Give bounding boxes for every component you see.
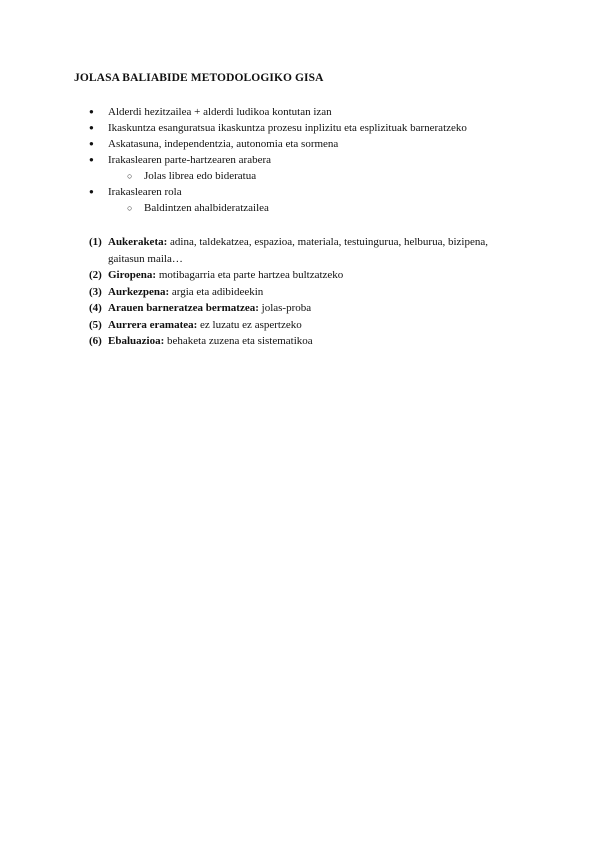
sub-bullet-marker: ○ [127,171,133,181]
bullet-marker: ● [89,187,94,196]
bullet-text: Askatasuna, independentzia, autonomia eta sormena [108,138,339,150]
step-item [0,317,600,334]
step-text: adina, taldekatzea, espazioa, materiala, testuingurua, helburua, bizipena, gaitasun maila… [108,236,488,265]
sub-bullet-text: Jolas librea edo bideratua [144,170,257,182]
bullet-marker: ● [89,107,94,116]
numbered-steps-list [0,234,600,350]
step-item [0,267,600,284]
sub-bullet-item [0,200,600,216]
step-item [0,300,600,317]
bullet-item [0,136,600,152]
bullet-marker: ● [89,123,94,132]
step-term: Aukeraketa: [108,236,168,248]
bullet-item [0,104,600,120]
step-text: argia eta adibideekin [169,285,264,298]
step-term: Ebaluazioa: [108,335,165,347]
bullet-marker: ● [89,155,94,164]
step-term: Aurrera eramatea: [108,318,198,331]
step-item [0,234,600,267]
step-number: (4) [89,302,102,314]
sub-bullet-item [0,168,600,184]
step-number: (3) [89,285,102,298]
step-text: behaketa zuzena eta sistematikoa [164,335,313,347]
step-number: (6) [89,335,102,347]
step-term: Aurkezpena: [108,285,170,298]
step-text: jolas-proba [258,302,312,314]
step-text: motibagarria eta parte hartzea bultzatzeko [156,269,344,281]
step-term: Giropena: [108,269,157,281]
bullet-item [0,120,600,136]
sub-bullet-text: Baldintzen ahalbideratzailea [144,202,269,214]
step-item [0,284,600,301]
step-text: ez luzatu ez aspertzeko [197,318,302,331]
step-number: (5) [89,318,102,331]
step-item [0,333,600,350]
bullet-text: Alderdi hezitzailea + alderdi ludikoa kontutan izan [108,106,332,118]
bullet-text: Irakaslearen rola [108,186,182,198]
bullet-item [0,184,600,200]
bullet-text: Ikaskuntza esanguratsua ikaskuntza prozesu inplizitu eta esplizituak barneratzeko [108,122,467,134]
document-title: JOLASA BALIABIDE METODOLOGIKO GISA [74,72,324,84]
sub-bullet-marker: ○ [127,203,133,213]
step-number: (2) [89,269,102,281]
step-number: (1) [89,236,102,248]
bullet-marker: ● [89,139,94,148]
bullet-text: Irakaslearen parte-hartzearen arabera [108,154,272,166]
bullet-list [0,104,600,216]
bullet-item [0,152,600,168]
step-term: Arauen barneratzea bermatzea: [108,302,259,314]
